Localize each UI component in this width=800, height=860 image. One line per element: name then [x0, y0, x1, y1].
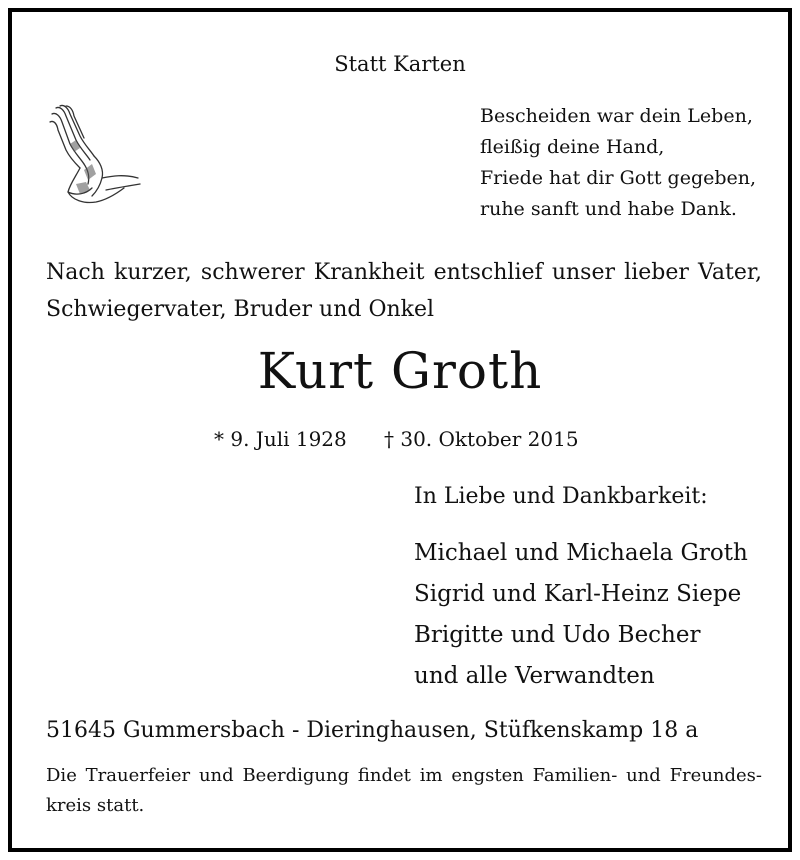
mourner-name: Sigrid und Karl-Heinz Siepe — [414, 581, 742, 607]
address: 51645 Gummersbach - Dieringhausen, Stüfkenskamp 18 a — [46, 718, 699, 743]
poem-line: ruhe sanft und habe Dank. — [480, 198, 737, 220]
poem-line: fleißig deine Hand, — [480, 136, 665, 158]
mourners-list — [414, 533, 748, 697]
notice-line: Die Trauerfeier und Beerdigung findet im engsten Familien- und Freundes- — [46, 765, 762, 786]
mourner-name: Brigitte und Udo Becher — [414, 622, 701, 648]
death-date: † 30. Oktober 2015 — [384, 427, 579, 451]
poem-line: Friede hat dir Gott gegeben, — [480, 167, 757, 189]
mourners-heading: In Liebe und Dankbarkeit: — [414, 484, 708, 509]
poem — [480, 101, 756, 225]
mourner-name: und alle Verwandten — [414, 663, 655, 689]
notice-line: kreis statt. — [46, 795, 145, 816]
funeral-notice — [46, 761, 762, 821]
intro-line: Nach kurzer, schwerer Krankheit entschlief unser lieber Vater, — [46, 260, 762, 285]
mourner-name: Michael und Michaela Groth — [414, 540, 748, 566]
intro-text — [46, 254, 762, 328]
birth-date: * 9. Juli 1928 — [214, 427, 347, 451]
statt-karten-heading: Statt Karten — [334, 52, 466, 76]
deceased-name: Kurt Groth — [257, 342, 543, 400]
praying-hands-icon — [46, 100, 146, 210]
intro-line: Schwiegervater, Bruder und Onkel — [46, 297, 435, 322]
poem-line: Bescheiden war dein Leben, — [480, 105, 753, 127]
